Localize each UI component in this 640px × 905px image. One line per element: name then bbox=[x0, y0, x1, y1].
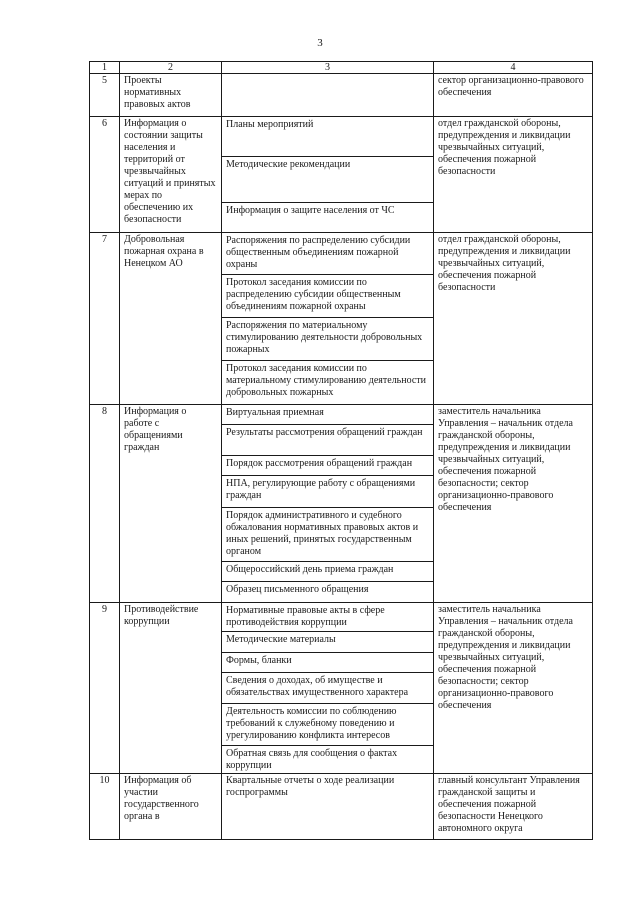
row-responsible: отдел гражданской обороны, предупреждения и ликвидации чрезвычайных ситуаций, обеспечения пожарной безопасности bbox=[434, 117, 593, 233]
sub-item: Общероссийский день приема граждан bbox=[222, 562, 433, 582]
table-row bbox=[90, 117, 593, 233]
column-header: 3 bbox=[222, 62, 434, 74]
sub-item: Методические материалы bbox=[222, 632, 433, 653]
sub-item: Порядок рассмотрения обращений граждан bbox=[222, 456, 433, 476]
sub-item: Формы, бланки bbox=[222, 653, 433, 673]
sub-item: Образец письменного обращения bbox=[226, 584, 369, 595]
row-responsible: отдел гражданской обороны, предупреждения и ликвидации чрезвычайных ситуаций, обеспечения пожарной безопасности bbox=[434, 233, 593, 405]
document-table bbox=[89, 61, 593, 840]
sub-item: Нормативные правовые акты в сфере противодействия коррупции bbox=[222, 603, 433, 632]
sub-item: Планы мероприятий bbox=[222, 117, 433, 157]
row-items-empty bbox=[222, 74, 434, 117]
sub-item: Информация о защите населения от ЧС bbox=[226, 205, 395, 216]
column-header: 4 bbox=[434, 62, 593, 74]
sub-item: Деятельность комиссии по соблюдению требований к служебному поведению и урегулированию конфликта интересов bbox=[222, 704, 433, 746]
row-items bbox=[222, 117, 434, 233]
row-title: Противодействие коррупции bbox=[120, 603, 222, 774]
sub-item: Обратная связь для сообщения о фактах коррупции bbox=[226, 748, 398, 771]
table-row bbox=[90, 603, 593, 774]
sub-item: Результаты рассмотрения обращений граждан bbox=[222, 425, 433, 456]
row-title: Проекты нормативных правовых актов bbox=[120, 74, 222, 117]
sub-item: Методические рекомендации bbox=[222, 157, 433, 203]
row-number: 9 bbox=[90, 603, 120, 774]
row-items bbox=[222, 405, 434, 603]
sub-item: Сведения о доходах, об имуществе и обязательствах имущественного характера bbox=[222, 673, 433, 704]
sub-item: Распоряжения по распределению субсидии общественным объединениям пожарной охраны bbox=[222, 233, 433, 275]
table-row bbox=[90, 774, 593, 840]
row-title: Информация об участии государственного органа в bbox=[120, 774, 222, 840]
sub-item: НПА, регулирующие работу с обращениями граждан bbox=[222, 476, 433, 508]
row-number: 6 bbox=[90, 117, 120, 233]
sub-item: Виртуальная приемная bbox=[222, 405, 433, 425]
column-header: 2 bbox=[120, 62, 222, 74]
row-items: Квартальные отчеты о ходе реализации госпрограммы bbox=[222, 774, 434, 840]
row-responsible: сектор организационно-правового обеспечения bbox=[434, 74, 593, 117]
row-number: 10 bbox=[90, 774, 120, 840]
row-items bbox=[222, 233, 434, 405]
row-responsible: заместитель начальника Управления – начальник отдела гражданской обороны, предупреждения и ликвидации чрезвычайных ситуаций, обеспечения пожарной безопасности; сектор организационно-правового обеспечения bbox=[434, 405, 593, 603]
row-number: 7 bbox=[90, 233, 120, 405]
row-responsible: заместитель начальника Управления – начальник отдела гражданской обороны, предупреждения и ликвидации чрезвычайных ситуаций, обеспечения пожарной безопасности; сектор организационно-правового обеспечения bbox=[434, 603, 593, 774]
sub-item: Протокол заседания комиссии по распределению субсидии общественным объединениям пожарной охраны bbox=[222, 275, 433, 318]
column-header: 1 bbox=[90, 62, 120, 74]
sub-item: Порядок административного и судебного обжалования нормативных правовых актов и иных решений, принятых государственным органом bbox=[222, 508, 433, 562]
table-row bbox=[90, 74, 593, 117]
row-title: Добровольная пожарная охрана в Ненецком АО bbox=[120, 233, 222, 405]
row-number: 5 bbox=[90, 74, 120, 117]
sub-item: Протокол заседания комиссии по материальному стимулированию деятельности добровольных пожарных bbox=[226, 363, 427, 398]
row-items bbox=[222, 603, 434, 774]
row-number: 8 bbox=[90, 405, 120, 603]
table-row bbox=[90, 405, 593, 603]
row-title: Информация о состоянии защиты населения и территорий от чрезвычайных ситуаций и принятых мерах по обеспечению их безопасности bbox=[120, 117, 222, 233]
row-responsible: главный консультант Управления гражданской защиты и обеспечения пожарной безопасности Ненецкого автономного округа bbox=[434, 774, 593, 840]
sub-item: Распоряжения по материальному стимулированию деятельности добровольных пожарных bbox=[222, 318, 433, 361]
row-title: Информация о работе с обращениями граждан bbox=[120, 405, 222, 603]
table-header-row bbox=[90, 62, 593, 74]
page-number: 3 bbox=[317, 37, 323, 49]
table-row bbox=[90, 233, 593, 405]
